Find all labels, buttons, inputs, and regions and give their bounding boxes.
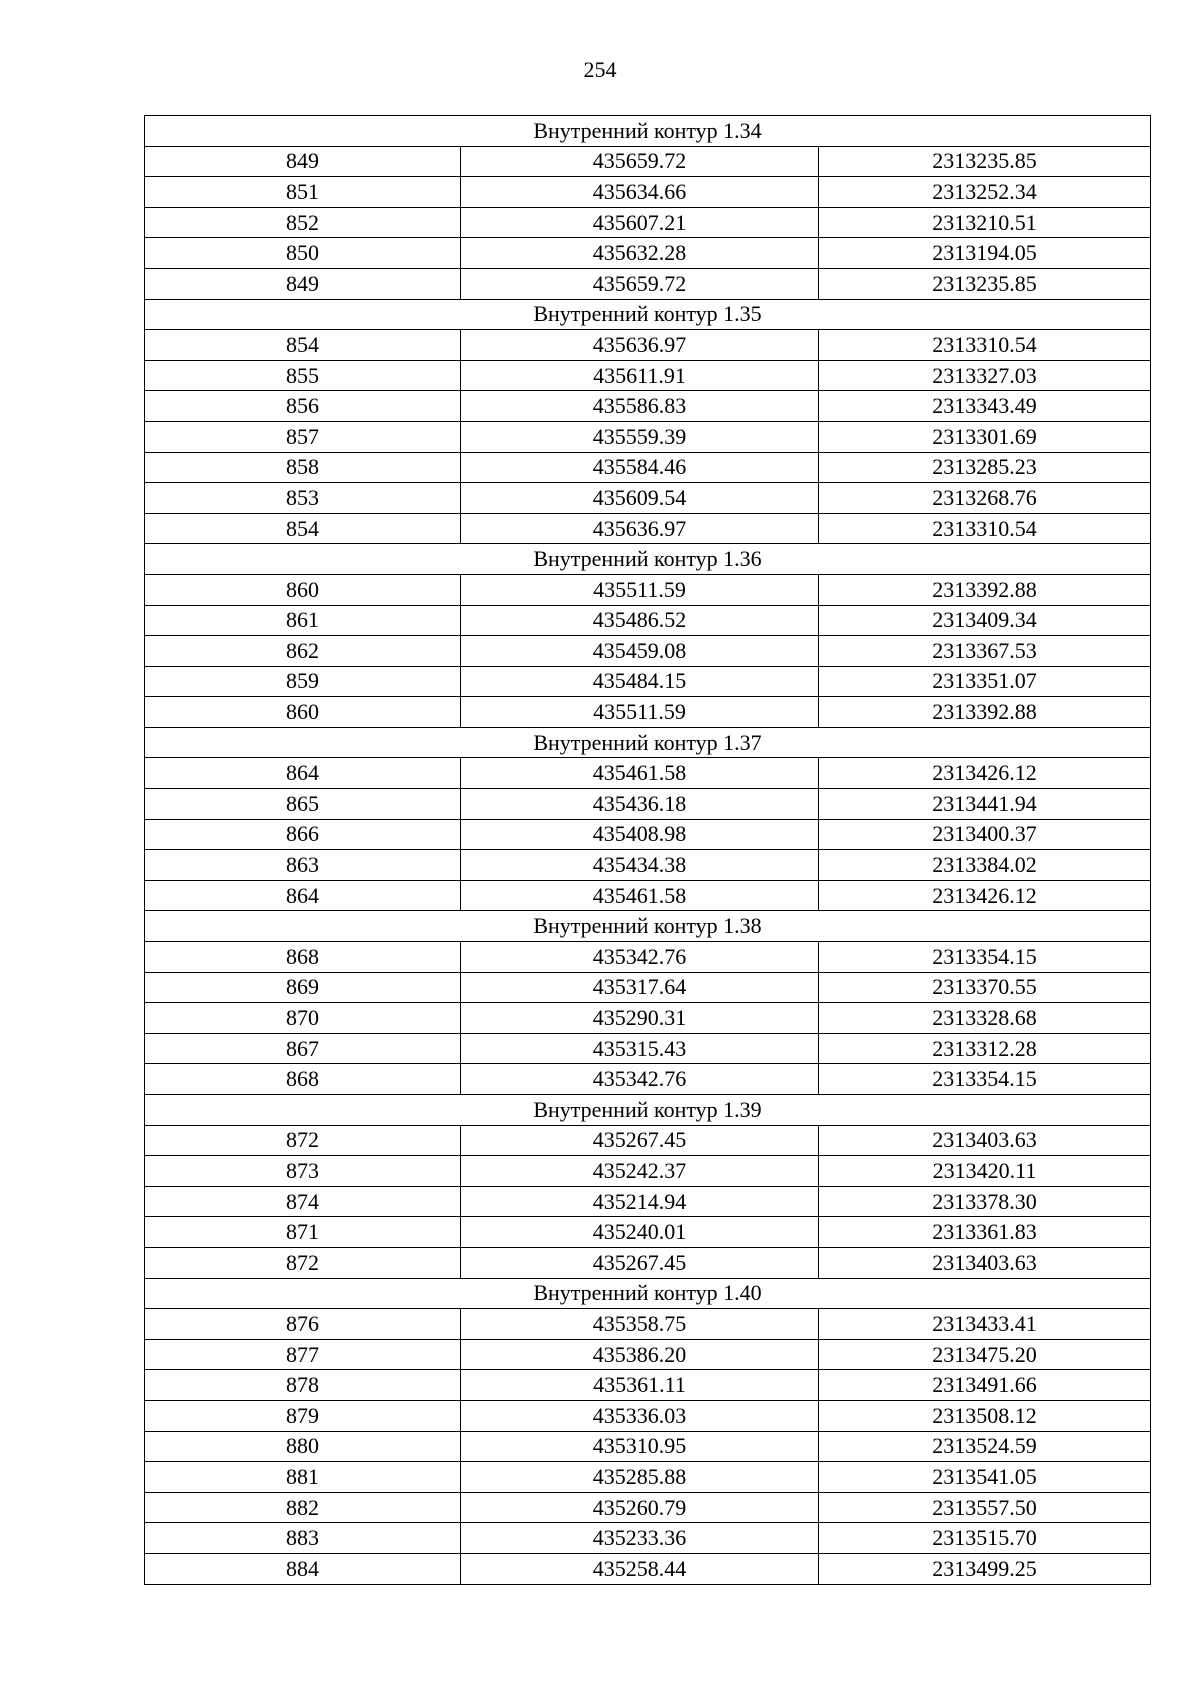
section-header-row <box>145 1278 1151 1309</box>
point-number-cell: 855 <box>145 360 461 391</box>
table-row <box>145 513 1151 544</box>
section-title: Внутренний контур 1.34 <box>145 116 1151 147</box>
y-coordinate-cell: 2313384.02 <box>819 850 1151 881</box>
table-row <box>145 421 1151 452</box>
x-coordinate-cell: 435461.58 <box>461 880 819 911</box>
point-number-cell: 882 <box>145 1492 461 1523</box>
y-coordinate-cell: 2313235.85 <box>819 146 1151 177</box>
x-coordinate-cell: 435609.54 <box>461 483 819 514</box>
coordinates-table-body <box>145 116 1151 1585</box>
table-row <box>145 360 1151 391</box>
y-coordinate-cell: 2313403.63 <box>819 1125 1151 1156</box>
coordinates-table <box>144 115 1151 1585</box>
x-coordinate-cell: 435233.36 <box>461 1523 819 1554</box>
y-coordinate-cell: 2313268.76 <box>819 483 1151 514</box>
point-number-cell: 873 <box>145 1156 461 1187</box>
section-header-row <box>145 911 1151 942</box>
y-coordinate-cell: 2313400.37 <box>819 819 1151 850</box>
x-coordinate-cell: 435659.72 <box>461 268 819 299</box>
y-coordinate-cell: 2313426.12 <box>819 880 1151 911</box>
y-coordinate-cell: 2313351.07 <box>819 666 1151 697</box>
x-coordinate-cell: 435559.39 <box>461 421 819 452</box>
point-number-cell: 859 <box>145 666 461 697</box>
y-coordinate-cell: 2313409.34 <box>819 605 1151 636</box>
y-coordinate-cell: 2313328.68 <box>819 1003 1151 1034</box>
y-coordinate-cell: 2313475.20 <box>819 1339 1151 1370</box>
x-coordinate-cell: 435636.97 <box>461 330 819 361</box>
section-header-row <box>145 1095 1151 1126</box>
point-number-cell: 850 <box>145 238 461 269</box>
x-coordinate-cell: 435484.15 <box>461 666 819 697</box>
section-header-row <box>145 727 1151 758</box>
point-number-cell: 872 <box>145 1125 461 1156</box>
y-coordinate-cell: 2313285.23 <box>819 452 1151 483</box>
point-number-cell: 869 <box>145 972 461 1003</box>
table-row <box>145 697 1151 728</box>
y-coordinate-cell: 2313354.15 <box>819 1064 1151 1095</box>
y-coordinate-cell: 2313499.25 <box>819 1553 1151 1584</box>
point-number-cell: 849 <box>145 146 461 177</box>
y-coordinate-cell: 2313252.34 <box>819 177 1151 208</box>
x-coordinate-cell: 435386.20 <box>461 1339 819 1370</box>
table-row <box>145 850 1151 881</box>
point-number-cell: 861 <box>145 605 461 636</box>
x-coordinate-cell: 435260.79 <box>461 1492 819 1523</box>
y-coordinate-cell: 2313370.55 <box>819 972 1151 1003</box>
point-number-cell: 860 <box>145 697 461 728</box>
x-coordinate-cell: 435632.28 <box>461 238 819 269</box>
x-coordinate-cell: 435336.03 <box>461 1400 819 1431</box>
section-title: Внутренний контур 1.35 <box>145 299 1151 330</box>
y-coordinate-cell: 2313508.12 <box>819 1400 1151 1431</box>
y-coordinate-cell: 2313301.69 <box>819 421 1151 452</box>
y-coordinate-cell: 2313524.59 <box>819 1431 1151 1462</box>
table-row <box>145 1523 1151 1554</box>
table-row <box>145 636 1151 667</box>
section-header-row <box>145 116 1151 147</box>
y-coordinate-cell: 2313557.50 <box>819 1492 1151 1523</box>
y-coordinate-cell: 2313194.05 <box>819 238 1151 269</box>
y-coordinate-cell: 2313327.03 <box>819 360 1151 391</box>
point-number-cell: 853 <box>145 483 461 514</box>
point-number-cell: 864 <box>145 880 461 911</box>
table-row <box>145 1339 1151 1370</box>
x-coordinate-cell: 435290.31 <box>461 1003 819 1034</box>
point-number-cell: 854 <box>145 513 461 544</box>
y-coordinate-cell: 2313361.83 <box>819 1217 1151 1248</box>
point-number-cell: 871 <box>145 1217 461 1248</box>
point-number-cell: 856 <box>145 391 461 422</box>
x-coordinate-cell: 435434.38 <box>461 850 819 881</box>
table-row <box>145 207 1151 238</box>
x-coordinate-cell: 435258.44 <box>461 1553 819 1584</box>
point-number-cell: 881 <box>145 1462 461 1493</box>
point-number-cell: 884 <box>145 1553 461 1584</box>
x-coordinate-cell: 435611.91 <box>461 360 819 391</box>
table-row <box>145 574 1151 605</box>
y-coordinate-cell: 2313403.63 <box>819 1247 1151 1278</box>
page-number: 254 <box>583 57 617 82</box>
table-row <box>145 1492 1151 1523</box>
point-number-cell: 858 <box>145 452 461 483</box>
table-row <box>145 268 1151 299</box>
x-coordinate-cell: 435310.95 <box>461 1431 819 1462</box>
point-number-cell: 851 <box>145 177 461 208</box>
y-coordinate-cell: 2313210.51 <box>819 207 1151 238</box>
point-number-cell: 877 <box>145 1339 461 1370</box>
x-coordinate-cell: 435459.08 <box>461 636 819 667</box>
x-coordinate-cell: 435317.64 <box>461 972 819 1003</box>
table-row <box>145 1064 1151 1095</box>
table-row <box>145 819 1151 850</box>
section-title: Внутренний контур 1.40 <box>145 1278 1151 1309</box>
y-coordinate-cell: 2313392.88 <box>819 574 1151 605</box>
y-coordinate-cell: 2313367.53 <box>819 636 1151 667</box>
table-row <box>145 483 1151 514</box>
x-coordinate-cell: 435634.66 <box>461 177 819 208</box>
table-row <box>145 1309 1151 1340</box>
point-number-cell: 872 <box>145 1247 461 1278</box>
x-coordinate-cell: 435586.83 <box>461 391 819 422</box>
y-coordinate-cell: 2313433.41 <box>819 1309 1151 1340</box>
table-row <box>145 666 1151 697</box>
x-coordinate-cell: 435636.97 <box>461 513 819 544</box>
y-coordinate-cell: 2313310.54 <box>819 330 1151 361</box>
table-row <box>145 1217 1151 1248</box>
y-coordinate-cell: 2313541.05 <box>819 1462 1151 1493</box>
x-coordinate-cell: 435659.72 <box>461 146 819 177</box>
point-number-cell: 849 <box>145 268 461 299</box>
point-number-cell: 868 <box>145 942 461 973</box>
x-coordinate-cell: 435408.98 <box>461 819 819 850</box>
table-row <box>145 1003 1151 1034</box>
point-number-cell: 860 <box>145 574 461 605</box>
y-coordinate-cell: 2313343.49 <box>819 391 1151 422</box>
x-coordinate-cell: 435242.37 <box>461 1156 819 1187</box>
x-coordinate-cell: 435315.43 <box>461 1033 819 1064</box>
point-number-cell: 868 <box>145 1064 461 1095</box>
table-row <box>145 1400 1151 1431</box>
point-number-cell: 865 <box>145 789 461 820</box>
table-row <box>145 942 1151 973</box>
table-row <box>145 238 1151 269</box>
x-coordinate-cell: 435342.76 <box>461 1064 819 1095</box>
table-row <box>145 605 1151 636</box>
table-row <box>145 452 1151 483</box>
table-row <box>145 758 1151 789</box>
x-coordinate-cell: 435607.21 <box>461 207 819 238</box>
x-coordinate-cell: 435361.11 <box>461 1370 819 1401</box>
table-row <box>145 1186 1151 1217</box>
point-number-cell: 854 <box>145 330 461 361</box>
x-coordinate-cell: 435511.59 <box>461 574 819 605</box>
section-title: Внутренний контур 1.38 <box>145 911 1151 942</box>
x-coordinate-cell: 435486.52 <box>461 605 819 636</box>
y-coordinate-cell: 2313515.70 <box>819 1523 1151 1554</box>
point-number-cell: 880 <box>145 1431 461 1462</box>
y-coordinate-cell: 2313310.54 <box>819 513 1151 544</box>
point-number-cell: 866 <box>145 819 461 850</box>
table-row <box>145 177 1151 208</box>
point-number-cell: 864 <box>145 758 461 789</box>
point-number-cell: 857 <box>145 421 461 452</box>
y-coordinate-cell: 2313312.28 <box>819 1033 1151 1064</box>
y-coordinate-cell: 2313235.85 <box>819 268 1151 299</box>
section-title: Внутренний контур 1.36 <box>145 544 1151 575</box>
table-row <box>145 391 1151 422</box>
point-number-cell: 867 <box>145 1033 461 1064</box>
table-row <box>145 1462 1151 1493</box>
y-coordinate-cell: 2313426.12 <box>819 758 1151 789</box>
x-coordinate-cell: 435358.75 <box>461 1309 819 1340</box>
x-coordinate-cell: 435267.45 <box>461 1125 819 1156</box>
y-coordinate-cell: 2313354.15 <box>819 942 1151 973</box>
table-row <box>145 1553 1151 1584</box>
y-coordinate-cell: 2313378.30 <box>819 1186 1151 1217</box>
y-coordinate-cell: 2313441.94 <box>819 789 1151 820</box>
section-header-row <box>145 299 1151 330</box>
x-coordinate-cell: 435461.58 <box>461 758 819 789</box>
point-number-cell: 883 <box>145 1523 461 1554</box>
x-coordinate-cell: 435584.46 <box>461 452 819 483</box>
point-number-cell: 878 <box>145 1370 461 1401</box>
table-row <box>145 1370 1151 1401</box>
point-number-cell: 876 <box>145 1309 461 1340</box>
point-number-cell: 862 <box>145 636 461 667</box>
point-number-cell: 852 <box>145 207 461 238</box>
x-coordinate-cell: 435214.94 <box>461 1186 819 1217</box>
table-row <box>145 1247 1151 1278</box>
table-row <box>145 1156 1151 1187</box>
x-coordinate-cell: 435511.59 <box>461 697 819 728</box>
table-row <box>145 1125 1151 1156</box>
point-number-cell: 863 <box>145 850 461 881</box>
x-coordinate-cell: 435436.18 <box>461 789 819 820</box>
section-title: Внутренний контур 1.37 <box>145 727 1151 758</box>
x-coordinate-cell: 435267.45 <box>461 1247 819 1278</box>
table-row <box>145 972 1151 1003</box>
table-row <box>145 1431 1151 1462</box>
y-coordinate-cell: 2313491.66 <box>819 1370 1151 1401</box>
section-header-row <box>145 544 1151 575</box>
section-title: Внутренний контур 1.39 <box>145 1095 1151 1126</box>
x-coordinate-cell: 435240.01 <box>461 1217 819 1248</box>
x-coordinate-cell: 435342.76 <box>461 942 819 973</box>
y-coordinate-cell: 2313392.88 <box>819 697 1151 728</box>
point-number-cell: 870 <box>145 1003 461 1034</box>
table-row <box>145 1033 1151 1064</box>
table-row <box>145 789 1151 820</box>
x-coordinate-cell: 435285.88 <box>461 1462 819 1493</box>
table-row <box>145 146 1151 177</box>
table-row <box>145 880 1151 911</box>
point-number-cell: 879 <box>145 1400 461 1431</box>
point-number-cell: 874 <box>145 1186 461 1217</box>
y-coordinate-cell: 2313420.11 <box>819 1156 1151 1187</box>
table-row <box>145 330 1151 361</box>
